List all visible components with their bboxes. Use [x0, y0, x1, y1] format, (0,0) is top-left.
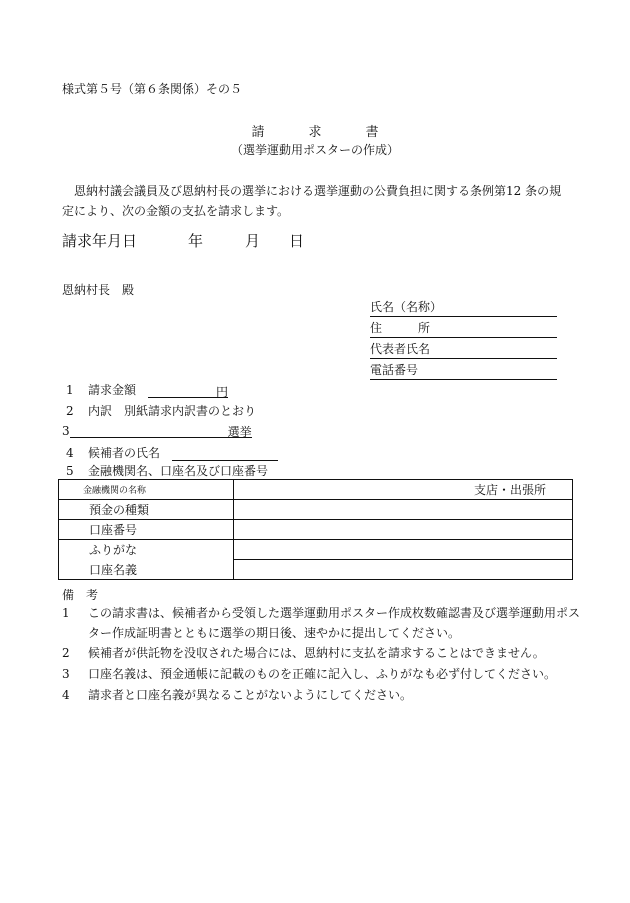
request-date-row: [62, 230, 304, 251]
bank-name-cell[interactable]: 支店・出張所: [234, 480, 573, 500]
item-election: 3 選挙: [62, 424, 252, 439]
date-year: 年: [188, 232, 204, 250]
amount-field[interactable]: [148, 383, 216, 398]
candidate-name-field[interactable]: [172, 446, 278, 461]
title-char-3: 書: [365, 125, 379, 140]
table-row: [59, 500, 573, 520]
bank-account-table: [58, 479, 573, 580]
addressee: 恩納村長 殿: [62, 283, 135, 297]
signature-name-field[interactable]: 氏名（名称）: [370, 298, 557, 317]
furigana-cell[interactable]: [234, 540, 573, 560]
title-char-2: 求: [308, 125, 322, 140]
date-month: 月: [245, 232, 261, 250]
title-char-1: 請: [251, 125, 265, 140]
document-subtitle: （選挙運動用ポスターの作成）: [230, 143, 399, 157]
date-day: 日: [289, 232, 305, 250]
table-row: [59, 560, 573, 580]
notes-heading: 備 考: [62, 588, 99, 602]
note-item: 4 請求者と口座名義が異なることがないようにしてください。: [62, 688, 413, 702]
item-bank-info: 5 金融機関名、口座名及び口座番号: [66, 464, 269, 478]
signature-address-field[interactable]: 住 所: [370, 319, 557, 338]
table-row: [59, 520, 573, 540]
account-name-cell[interactable]: [234, 560, 573, 580]
account-number-cell[interactable]: [234, 520, 573, 540]
date-label: 請求年月日: [62, 232, 138, 250]
item-request-amount: 1 請求金額 円: [66, 383, 229, 399]
item-candidate-name: 4 候補者の氏名: [66, 444, 278, 461]
body-text: 恩納村議会議員及び恩納村長の選挙における選挙運動の公費負担に関する条例第12 条の規定により、次の金額の支払を請求します。: [62, 184, 562, 218]
signature-phone-field[interactable]: 電話番号: [370, 361, 557, 380]
deposit-type-cell[interactable]: [234, 500, 573, 520]
bank-name-label: 金融機関の名称: [59, 480, 234, 500]
table-row: [59, 480, 573, 500]
account-number-label: 口座番号: [59, 520, 234, 540]
document-title: [0, 121, 630, 140]
note-item: 3 口座名義は、預金通帳に記載のものを正確に記入し、ふりがなも必ず付してください。: [62, 667, 557, 681]
item-breakdown: 2 内訳 別紙請求内訳書のとおり: [66, 404, 257, 418]
note-item: 2 候補者が供託物を没収された場合には、恩納村に支払を請求することはできません。: [62, 646, 545, 660]
table-row: [59, 540, 573, 560]
note-item: 1 この請求書は、候補者から受領した選挙運動用ポスター作成枚数確認書及び選挙運動用ポス ター作成証明書とともに選挙の期日後、速やかに提出してください。: [62, 606, 581, 640]
deposit-type-label: 預金の種類: [59, 500, 234, 520]
signature-representative-field[interactable]: 代表者氏名: [370, 340, 557, 359]
furigana-label: ふりがな: [59, 540, 234, 560]
form-number: 様式第５号（第６条関係）その５: [62, 82, 243, 96]
election-name-field[interactable]: [70, 423, 228, 438]
account-name-label: 口座名義: [59, 560, 234, 580]
